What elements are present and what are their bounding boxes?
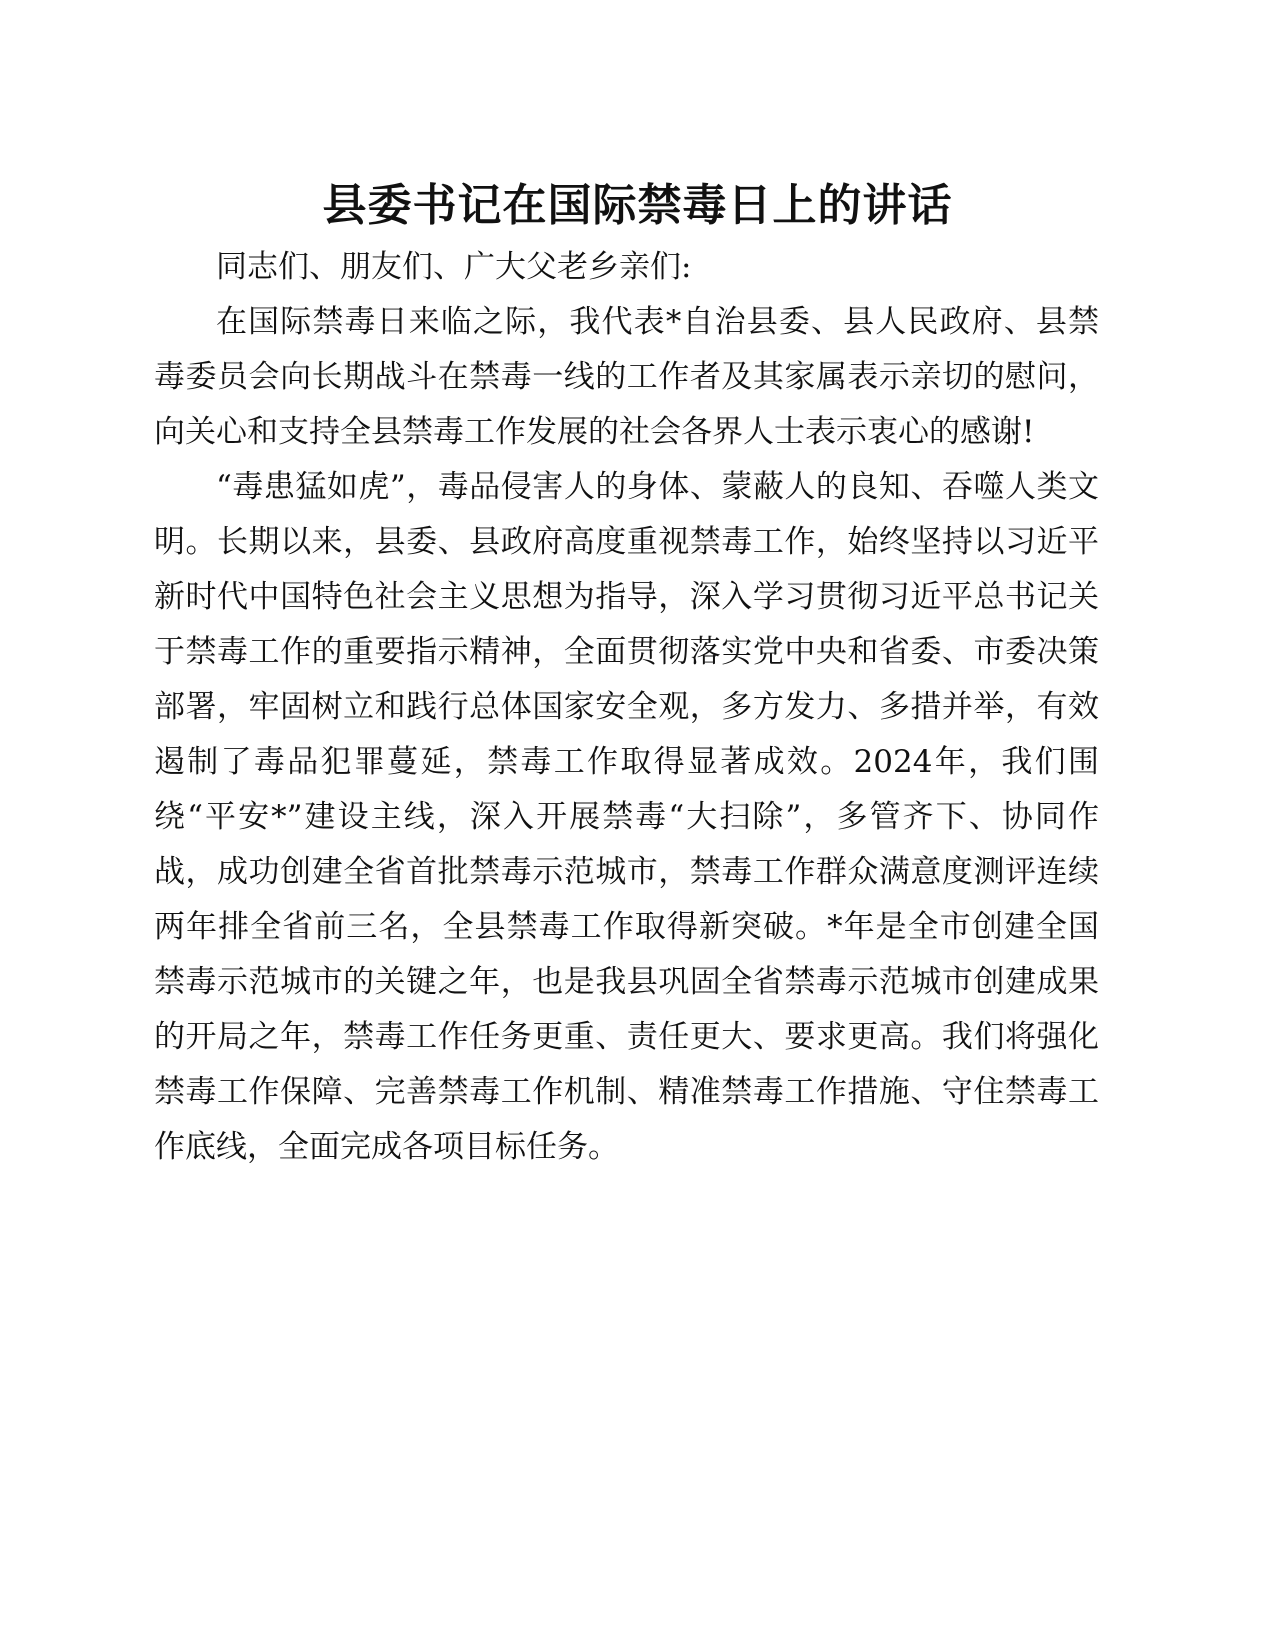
document-title: 县委书记在国际禁毒日上的讲话 (322, 180, 953, 231)
greeting-paragraph: 在国际禁毒日来临之际，我代表*自治县委、县人民政府、县禁毒委员会向长期战斗在禁毒一线的工作者及其家属表示亲切的慰问，向关心和支持全县禁毒工作发展的社会各界人士表示衷心的感谢! (154, 304, 1099, 450)
salutation-paragraph: 同志们、朋友们、广大父老乡亲们: (216, 249, 692, 285)
document-body (154, 240, 1099, 1175)
main-paragraph: “毒患猛如虎”，毒品侵害人的身体、蒙蔽人的良知、吞噬人类文明。长期以来，县委、县政府高度重视禁毒工作，始终坚持以习近平新时代中国特色社会主义思想为指导，深入学习贯彻习近平总书记关于禁毒工作的重要指示精神，全面贯彻落实党中央和省委、市委决策部署，牢固树立和践行总体国家安全观，多方发力、多措并举，有效遏制了毒品犯罪蔓延，禁毒工作取得显著成效。2024年，我们围绕“平安*”建设主线，深入开展禁毒“大扫除”，多管齐下、协同作战，成功创建全省首批禁毒示范城市，禁毒工作群众满意度测评连续两年排全省前三名，全县禁毒工作取得新突破。*年是全市创建全国禁毒示范城市的关键之年，也是我县巩固全省禁毒示范城市创建成果的开局之年，禁毒工作任务更重、责任更大、要求更高。我们将强化禁毒工作保障、完善禁毒工作机制、精准禁毒工作措施、守住禁毒工作底线，全面完成各项目标任务。 (154, 469, 1099, 1165)
